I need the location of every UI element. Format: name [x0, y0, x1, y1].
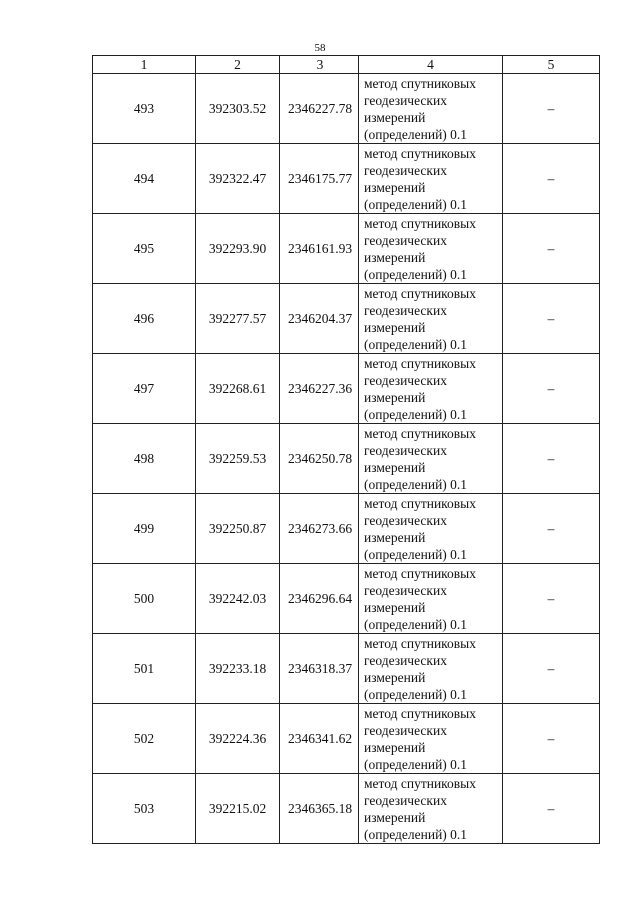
coordinates-table — [92, 55, 600, 844]
method-cell: метод спутниковых геодезических измерений (определений) 0.1 — [359, 214, 503, 284]
table-row — [93, 774, 600, 844]
y-coordinate-cell: 2346365.18 — [280, 774, 359, 844]
note-cell: – — [503, 494, 600, 564]
note-cell: – — [503, 214, 600, 284]
point-number-cell: 493 — [93, 74, 196, 144]
y-coordinate-cell: 2346296.64 — [280, 564, 359, 634]
header-cell: 5 — [503, 56, 600, 74]
header-cell: 1 — [93, 56, 196, 74]
y-coordinate-cell: 2346250.78 — [280, 424, 359, 494]
table-row — [93, 424, 600, 494]
table-row — [93, 704, 600, 774]
method-cell: метод спутниковых геодезических измерений (определений) 0.1 — [359, 354, 503, 424]
x-coordinate-cell: 392268.61 — [196, 354, 280, 424]
method-cell: метод спутниковых геодезических измерений (определений) 0.1 — [359, 774, 503, 844]
table-row — [93, 214, 600, 284]
y-coordinate-cell: 2346341.62 — [280, 704, 359, 774]
table-row — [93, 564, 600, 634]
point-number-cell: 495 — [93, 214, 196, 284]
x-coordinate-cell: 392250.87 — [196, 494, 280, 564]
table-row — [93, 144, 600, 214]
note-cell: – — [503, 354, 600, 424]
x-coordinate-cell: 392303.52 — [196, 74, 280, 144]
y-coordinate-cell: 2346161.93 — [280, 214, 359, 284]
header-cell: 4 — [359, 56, 503, 74]
point-number-cell: 500 — [93, 564, 196, 634]
header-cell: 3 — [280, 56, 359, 74]
x-coordinate-cell: 392322.47 — [196, 144, 280, 214]
point-number-cell: 502 — [93, 704, 196, 774]
y-coordinate-cell: 2346204.37 — [280, 284, 359, 354]
x-coordinate-cell: 392215.02 — [196, 774, 280, 844]
table-row — [93, 634, 600, 704]
method-cell: метод спутниковых геодезических измерений (определений) 0.1 — [359, 564, 503, 634]
table-row — [93, 74, 600, 144]
y-coordinate-cell: 2346175.77 — [280, 144, 359, 214]
method-cell: метод спутниковых геодезических измерений (определений) 0.1 — [359, 284, 503, 354]
method-cell: метод спутниковых геодезических измерений (определений) 0.1 — [359, 424, 503, 494]
note-cell: – — [503, 74, 600, 144]
table-header-row — [93, 56, 600, 74]
x-coordinate-cell: 392233.18 — [196, 634, 280, 704]
note-cell: – — [503, 704, 600, 774]
y-coordinate-cell: 2346273.66 — [280, 494, 359, 564]
header-cell: 2 — [196, 56, 280, 74]
point-number-cell: 503 — [93, 774, 196, 844]
point-number-cell: 499 — [93, 494, 196, 564]
method-cell: метод спутниковых геодезических измерений (определений) 0.1 — [359, 494, 503, 564]
y-coordinate-cell: 2346318.37 — [280, 634, 359, 704]
point-number-cell: 501 — [93, 634, 196, 704]
point-number-cell: 494 — [93, 144, 196, 214]
table-row — [93, 354, 600, 424]
x-coordinate-cell: 392277.57 — [196, 284, 280, 354]
point-number-cell: 496 — [93, 284, 196, 354]
note-cell: – — [503, 564, 600, 634]
note-cell: – — [503, 144, 600, 214]
page-number: 58 — [314, 42, 326, 54]
x-coordinate-cell: 392224.36 — [196, 704, 280, 774]
note-cell: – — [503, 284, 600, 354]
note-cell: – — [503, 634, 600, 704]
note-cell: – — [503, 774, 600, 844]
y-coordinate-cell: 2346227.36 — [280, 354, 359, 424]
table-row — [93, 284, 600, 354]
x-coordinate-cell: 392259.53 — [196, 424, 280, 494]
method-cell: метод спутниковых геодезических измерений (определений) 0.1 — [359, 144, 503, 214]
method-cell: метод спутниковых геодезических измерений (определений) 0.1 — [359, 74, 503, 144]
method-cell: метод спутниковых геодезических измерений (определений) 0.1 — [359, 634, 503, 704]
note-cell: – — [503, 424, 600, 494]
table-row — [93, 494, 600, 564]
point-number-cell: 498 — [93, 424, 196, 494]
x-coordinate-cell: 392242.03 — [196, 564, 280, 634]
y-coordinate-cell: 2346227.78 — [280, 74, 359, 144]
point-number-cell: 497 — [93, 354, 196, 424]
x-coordinate-cell: 392293.90 — [196, 214, 280, 284]
method-cell: метод спутниковых геодезических измерений (определений) 0.1 — [359, 704, 503, 774]
